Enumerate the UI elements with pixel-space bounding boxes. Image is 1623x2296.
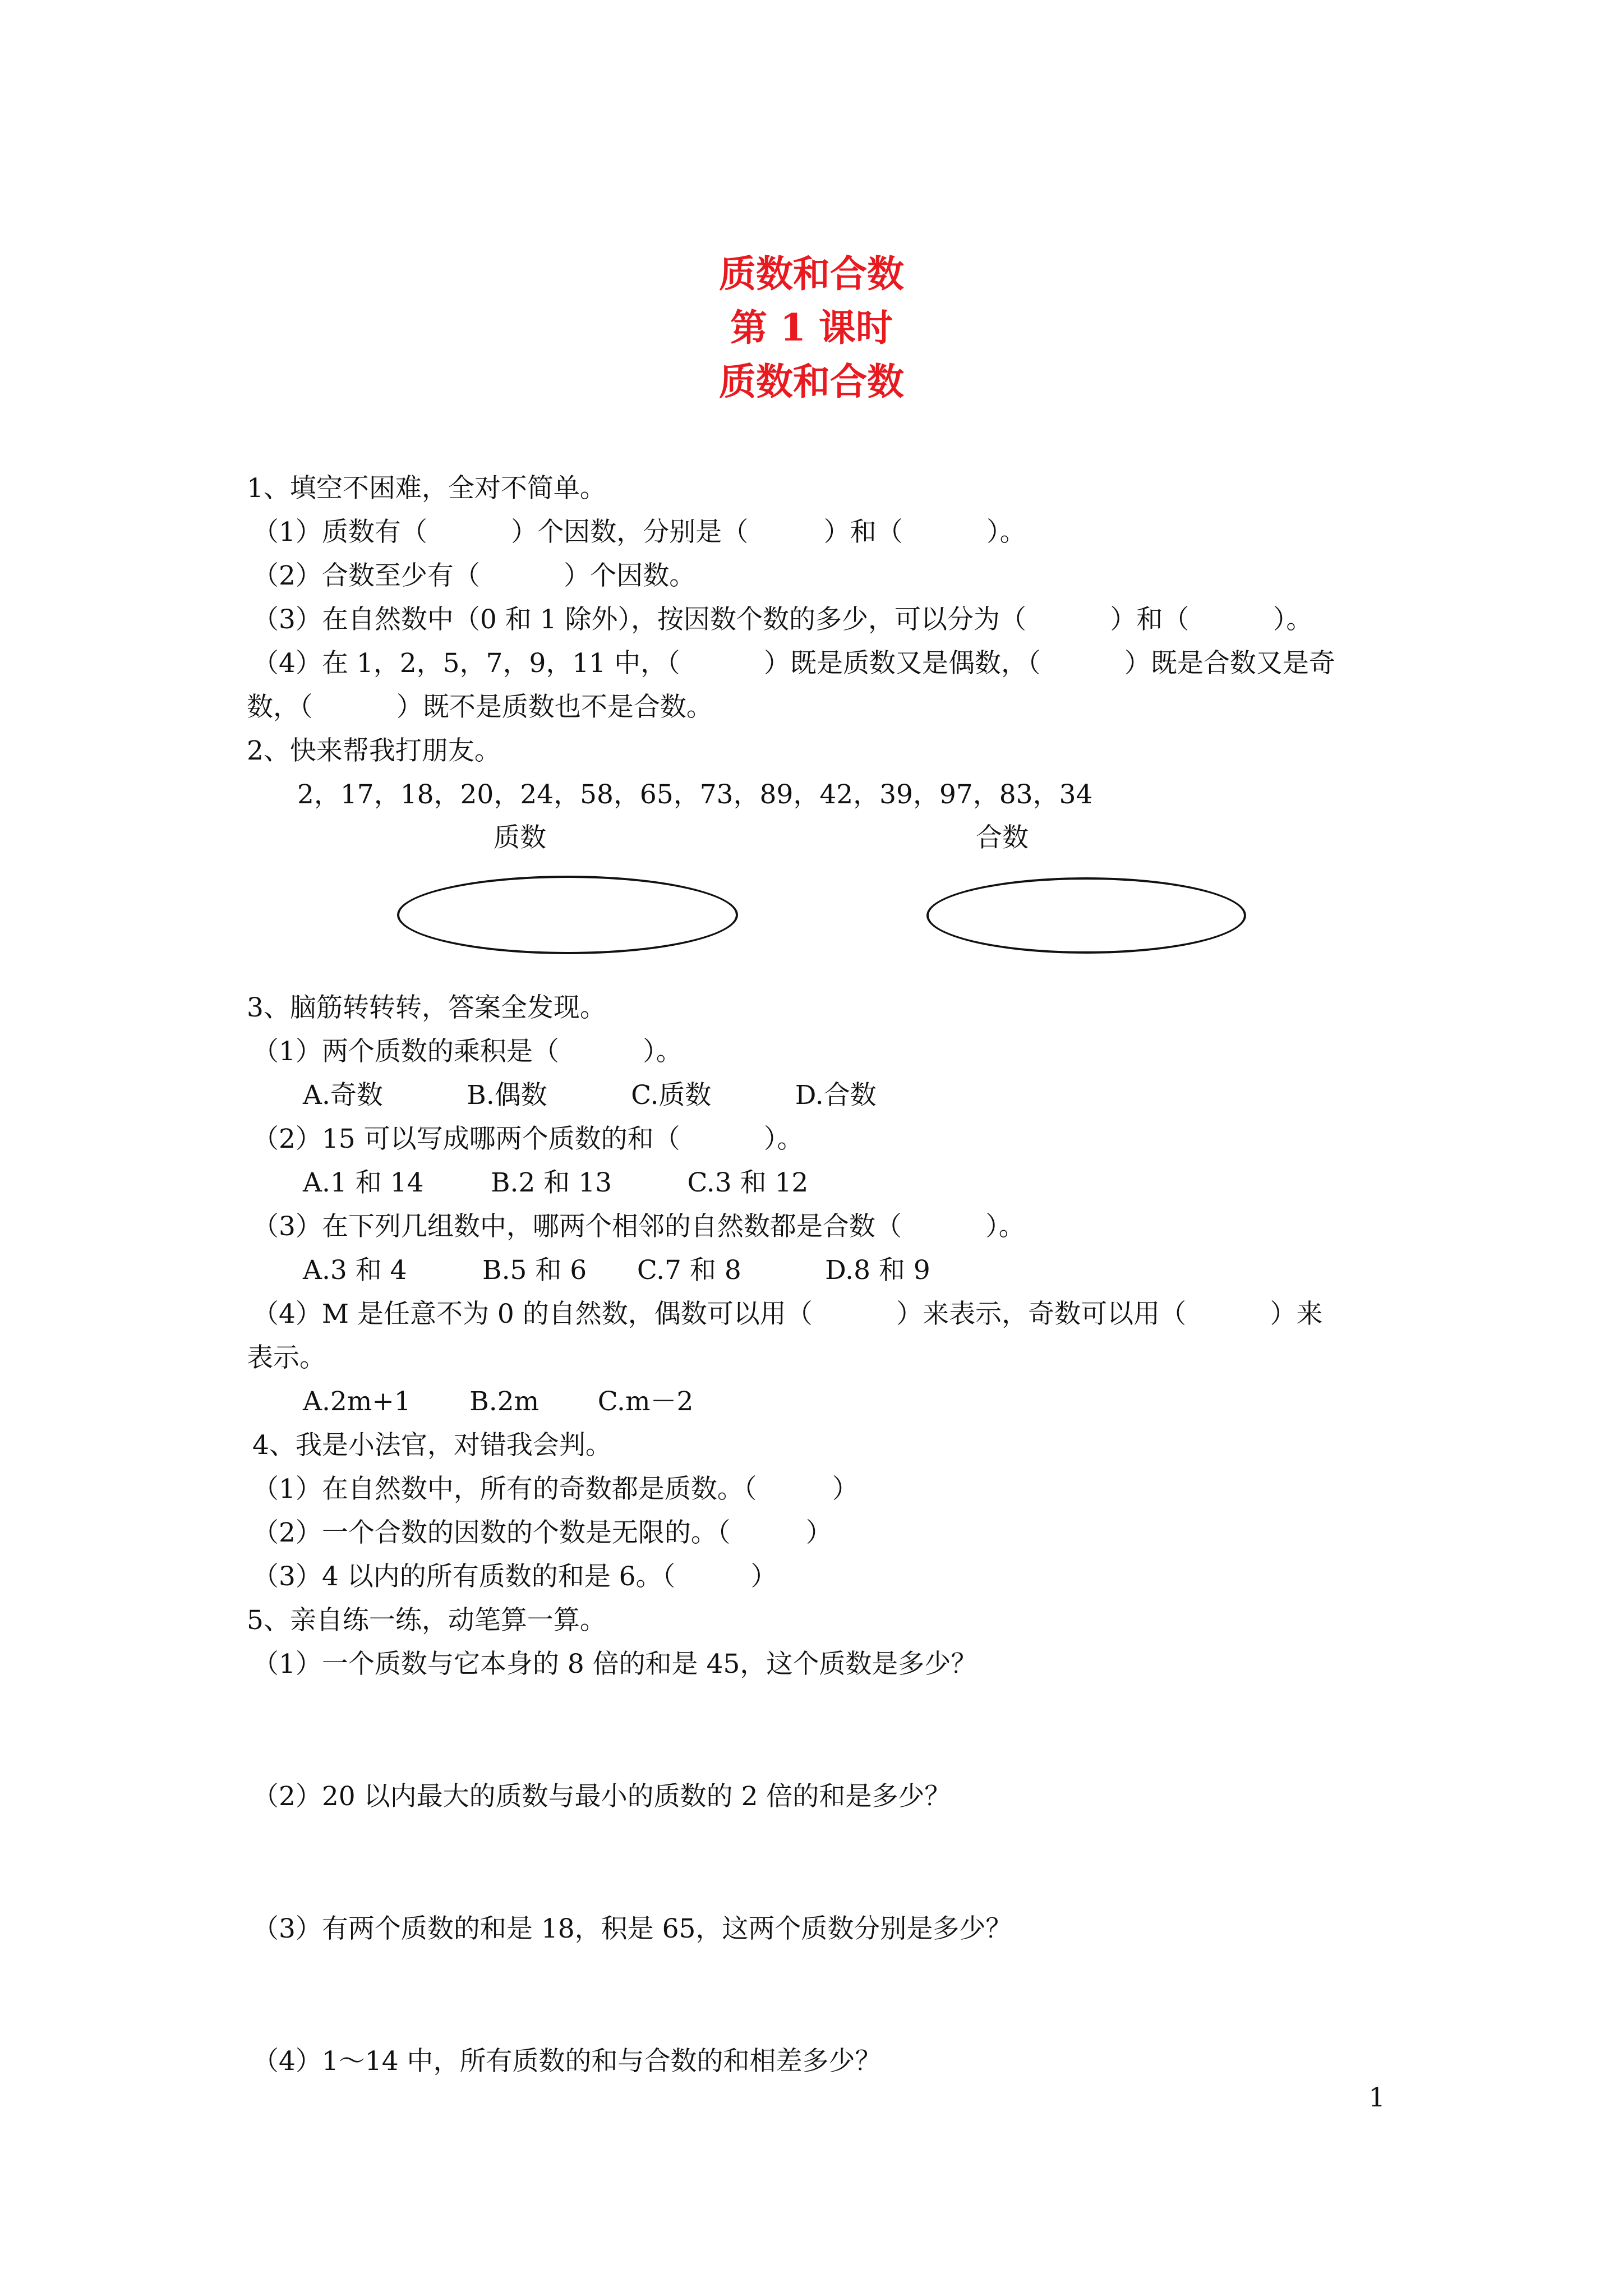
q3-part-2-options: A.1 和 14 B.2 和 13 C.3 和 12 [303, 1167, 809, 1198]
q2-heading: 2、快来帮我打朋友。 [247, 735, 501, 766]
answer-space [247, 1951, 1413, 2040]
q4-item-1: （1）在自然数中，所有的奇数都是质数。（ ） [252, 1474, 859, 1504]
q1-item-2: （2）合数至少有（ ）个因数。 [252, 560, 696, 591]
q3-part-1: （1）两个质数的乘积是（ ）。 [252, 1036, 683, 1067]
q1-item-1: （1）质数有（ ）个因数，分别是（ ）和（ ）。 [252, 517, 1026, 547]
title-block [0, 247, 1623, 408]
q4-heading: 4、我是小法官，对错我会判。 [252, 1430, 612, 1461]
q3-part-3-options: A.3 和 4 B.5 和 6 C.7 和 8 D.8 和 9 [303, 1255, 930, 1286]
page-number: 1 [1368, 2082, 1385, 2113]
q5-item-1: （1）一个质数与它本身的 8 倍的和是 45，这个质数是多少？ [252, 1649, 978, 1680]
q3-part-4: （4）M 是任意不为 0 的自然数，偶数可以用（ ）来表示，奇数可以用（ ）来 [252, 1299, 1323, 1329]
q2-sorting-area [247, 817, 1413, 951]
q1-item-4-cont: 数，（ ）既不是质数也不是合数。 [247, 692, 713, 723]
answer-space [247, 1819, 1413, 1907]
answer-space [247, 1686, 1413, 1775]
q1-item-4: （4）在 1，2，5，7，9，11 中，（ ）既是质数又是偶数，（ ）既是合数又是奇 [252, 648, 1335, 679]
q3-part-4-cont: 表示。 [247, 1342, 326, 1373]
q5-heading: 5、亲自练一练，动笔算一算。 [247, 1605, 606, 1636]
q3-part-4-options: A.2m+1 B.2m C.m－2 [303, 1386, 694, 1417]
q2-number-list: 2，17，18，20，24，58，65，73，89，42，39，97，83，34 [297, 779, 1093, 810]
q1-item-3: （3）在自然数中（0 和 1 除外），按因数个数的多少，可以分为（ ）和（ ）。 [252, 604, 1313, 635]
q5-item-4: （4）1～14 中，所有质数的和与合数的和相差多少？ [252, 2046, 882, 2077]
prime-oval[interactable] [397, 876, 738, 954]
lesson-title: 第 1 课时 [730, 306, 893, 349]
q1-heading: 1、填空不困难，全对不简单。 [247, 473, 606, 504]
q4-item-3: （3）4 以内的所有质数的和是 6。（ ） [252, 1561, 777, 1592]
main-title: 质数和合数 [719, 252, 904, 296]
q5-item-2: （2）20 以内最大的质数与最小的质数的 2 倍的和是多少？ [252, 1781, 951, 1812]
q3-heading: 3、脑筋转转转，答案全发现。 [247, 992, 606, 1023]
q3-part-2: （2）15 可以写成哪两个质数的和（ ）。 [252, 1124, 804, 1154]
sub-title: 质数和合数 [719, 360, 904, 403]
composite-oval[interactable] [926, 877, 1246, 954]
worksheet-body [247, 467, 1413, 2083]
prime-label: 质数 [494, 822, 546, 853]
q4-item-2: （2）一个合数的因数的个数是无限的。（ ） [252, 1517, 832, 1548]
composite-label: 合数 [976, 822, 1029, 853]
q3-part-1-options: A.奇数 B.偶数 C.质数 D.合数 [303, 1080, 877, 1111]
q3-part-3: （3）在下列几组数中，哪两个相邻的自然数都是合数（ ）。 [252, 1211, 1025, 1242]
q5-item-3: （3）有两个质数的和是 18，积是 65，这两个质数分别是多少？ [252, 1913, 1012, 1944]
